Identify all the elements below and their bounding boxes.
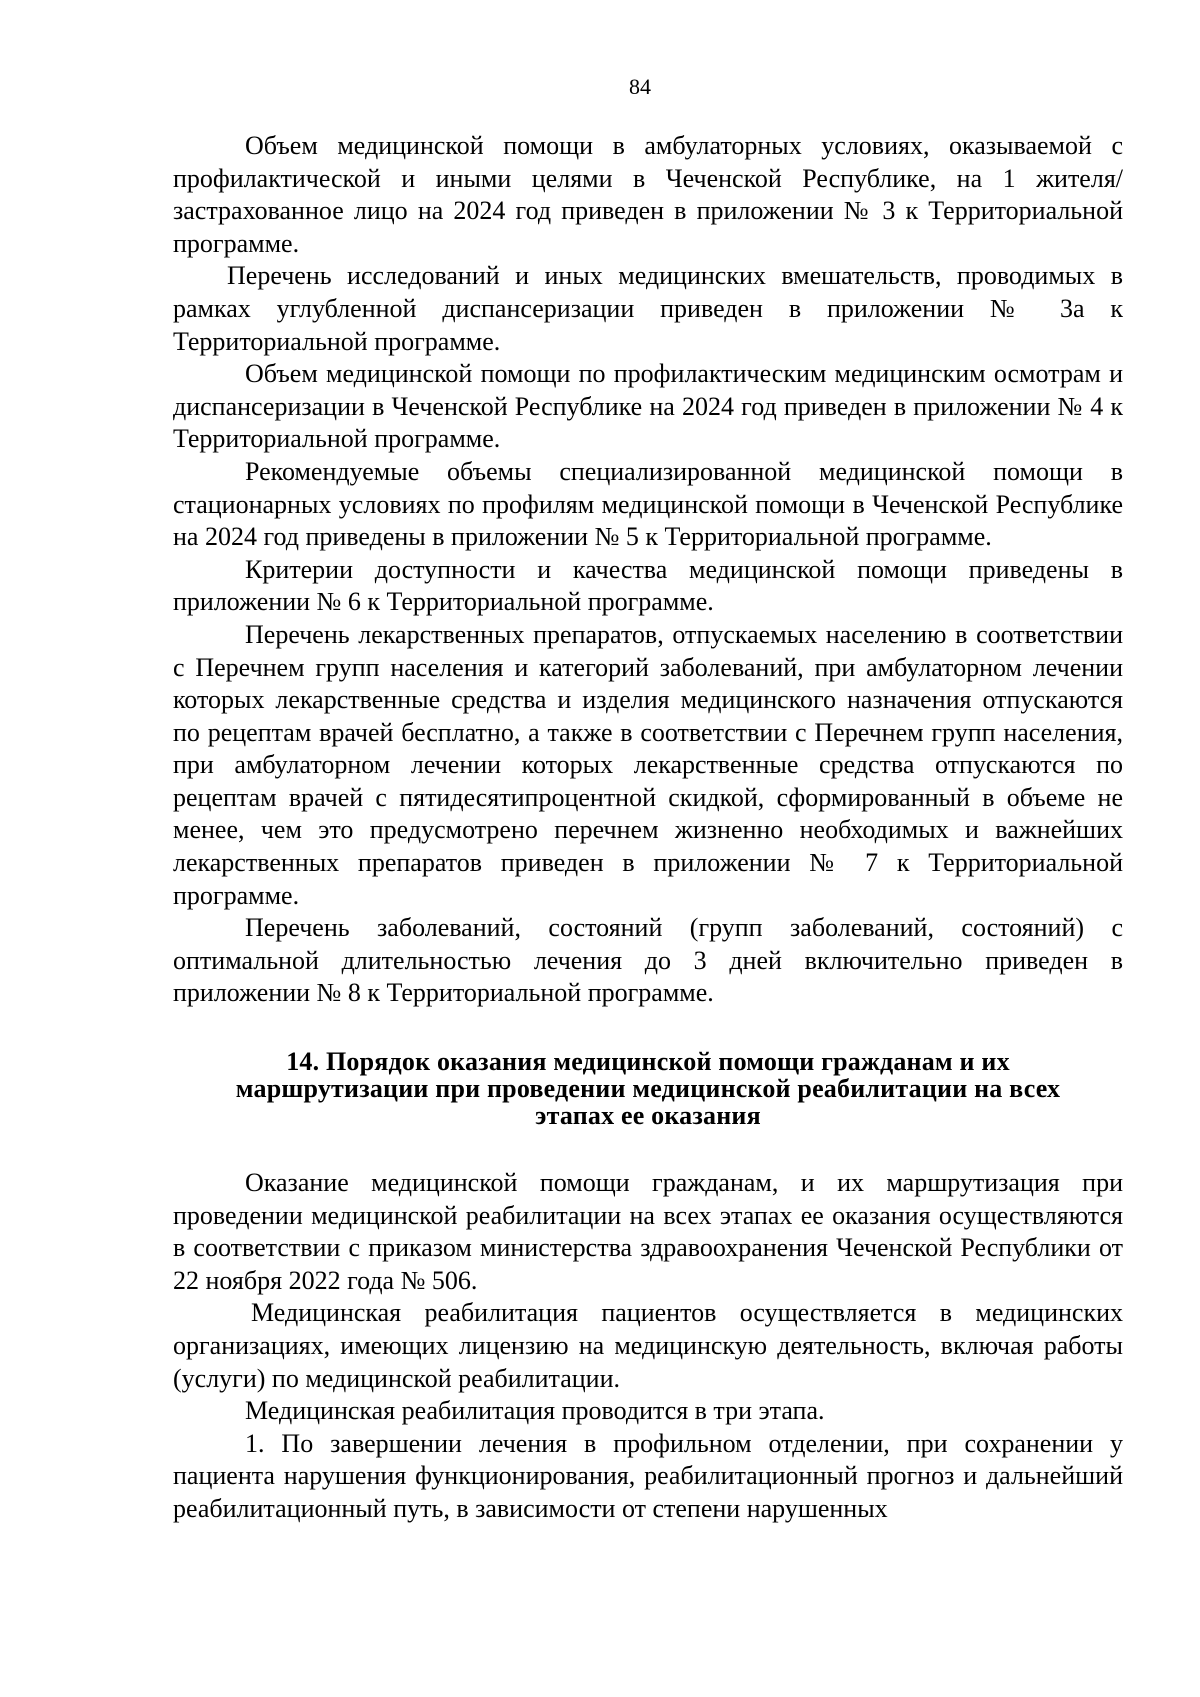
page-number: 84	[629, 74, 651, 99]
paragraph-quality-criteria: Критерии доступности и качества медицинской помощи приведены в приложении № 6 к Территориальной программе.	[173, 554, 1123, 617]
paragraph-routing-order: Оказание медицинской помощи гражданам, и их маршрутизация при проведении медицинской реабилитации на всех этапах ее оказания осуществляются в соответствии с приказом министерства здравоохранения Чеченской Республики от 22 ноября 2022 года № 506.	[173, 1168, 1123, 1295]
paragraph-drug-list: Перечень лекарственных препаратов, отпускаемых населению в соответствии с Перечнем групп населения и категорий заболеваний, при амбулаторном лечении которых лекарственные средства и изделия медицинского назначения отпускаются по рецептам врачей бесплатно, а также в соответствии с Перечнем групп населения, при амбулаторном лечении которых лекарственные средства отпускаются по рецептам врачей с пятидесятипроцентной скидкой, сформированный в объеме не менее, чем это предусмотрено перечнем жизненно необходимых и важнейших лекарственных препаратов приведен в приложении № 7 к Территориальной программе.	[173, 619, 1123, 910]
paragraph-ambulatory-volume: Объем медицинской помощи в амбулаторных условиях, оказываемой с профилактической и иными целями в Чеченской Республике, на 1 жителя/застрахованное лицо на 2024 год приведен в приложении № 3 к Территориальной программе.	[173, 131, 1123, 258]
document-body	[173, 130, 1123, 1526]
section-heading-line: маршрутизации при проведении медицинской реабилитации на всех	[235, 1074, 1061, 1104]
section-heading-line: 14. Порядок оказания медицинской помощи гражданам и их	[286, 1047, 1010, 1077]
section-heading-line: этапах ее оказания	[535, 1101, 761, 1131]
paragraph-in-depth-screening: Перечень исследований и иных медицинских вмешательств, проводимых в рамках углубленной диспансеризации приведен в приложении № 3а к Территориальной программе.	[173, 261, 1123, 356]
paragraph-short-treatment: Перечень заболеваний, состояний (групп заболеваний, состояний) с оптимальной длительностью лечения до 3 дней включительно приведен в приложении № 8 к Территориальной программе.	[173, 913, 1123, 1008]
paragraph-specialized-care: Рекомендуемые объемы специализированной медицинской помощи в стационарных условиях по профилям медицинской помощи в Чеченской Республике на 2024 год приведены в приложении № 5 к Территориальной программе.	[173, 456, 1123, 552]
paragraph-preventive-exams: Объем медицинской помощи по профилактическим медицинским осмотрам и диспансеризации в Чеченской Республике на 2024 год приведен в приложении № 4 к Территориальной программе.	[173, 359, 1123, 454]
paragraph-stage-one: 1. По завершении лечения в профильном отделении, при сохранении у пациента нарушения функционирования, реабилитационный прогноз и дальнейший реабилитационный путь, в зависимости от степени нарушенных	[173, 1428, 1123, 1523]
paragraph-three-stages: Медицинская реабилитация проводится в три этапа.	[245, 1396, 825, 1426]
section-heading	[173, 1048, 1123, 1129]
paragraph-rehab-organizations: Медицинская реабилитация пациентов осуществляется в медицинских организациях, имеющих лицензию на медицинскую деятельность, включая работы (услуги) по медицинской реабилитации.	[173, 1298, 1123, 1393]
